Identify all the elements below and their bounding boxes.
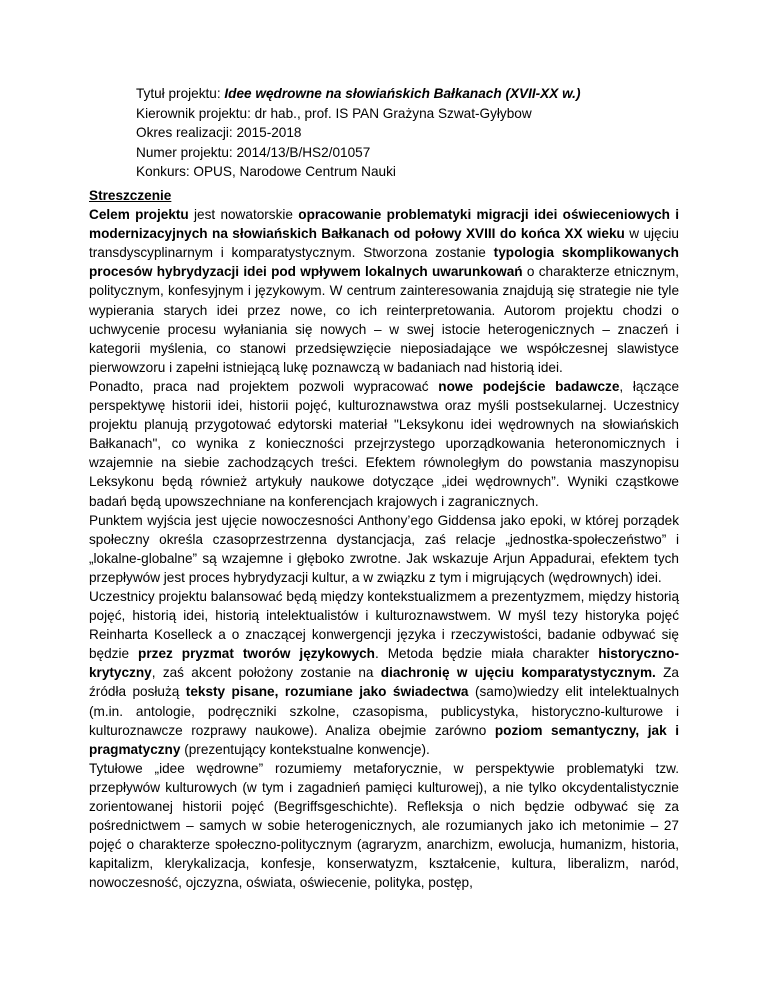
- project-contest: Konkurs: OPUS, Narodowe Centrum Nauki: [136, 164, 396, 179]
- project-manager: Kierownik projektu: dr hab., prof. IS PAN Grażyna Szwat-Gyłybow: [136, 105, 532, 121]
- text-run: Punktem wyjścia jest ujęcie nowoczesności Anthony’ego Giddensa jako epoki, w której porządek społeczny określa czasoprzestrzenna dystancjacja, zaś relacje „jednostka-społeczeństwo” i „lokalne-globalne” są wzajemne i głęboko zwrotne. Jak wskazuje Arjun Appadurai, efektem tych przepływów jest proces hybrydyzacji kultur, a w związku z tym i migrujących (wędrownych) idei.: [89, 512, 679, 585]
- project-number: Numer projektu: 2014/13/B/HS2/01057: [136, 144, 371, 160]
- bold-text: historyczno-krytyczny: [89, 646, 679, 681]
- summary-paragraph: [89, 205, 679, 377]
- text-run: w ujęciu transdyscyplinarnym i komparatystycznym. Stworzona zostanie: [89, 226, 679, 261]
- bold-text: diachronię w ujęciu komparatystycznym.: [380, 665, 656, 681]
- bold-text: przez pryzmat tworów językowych: [138, 646, 375, 662]
- project-period: Okres realizacji: 2015-2018: [136, 125, 302, 140]
- bold-text: poziom semantyczny, jak i pragmatyczny: [89, 722, 679, 757]
- summary-section: [89, 186, 679, 892]
- bold-text: opracowanie problematyki migracji idei oświeceniowych i modernizacyjnych na słowiańskich Bałkanach od połowy XVIII do końca XX wieku: [89, 207, 679, 242]
- summary-paragraph: [89, 377, 679, 511]
- bold-text: nowe podejście badawcze: [438, 378, 620, 394]
- summary-paragraph: [89, 759, 679, 893]
- summary-paragraph: [89, 511, 679, 587]
- text-run: . Metoda będzie miała charakter: [374, 646, 599, 662]
- text-run: , zaś akcent położony zostanie na: [151, 665, 381, 681]
- text-run: Ponadto, praca nad projektem pozwoli wypracować: [89, 378, 439, 394]
- bold-text: teksty pisane, rozumiane jako świadectwa: [185, 684, 469, 700]
- text-run: jest nowatorskie: [188, 207, 299, 223]
- project-title-label: Tytuł projektu:: [136, 86, 225, 101]
- text-run: Tytułowe „idee wędrowne” rozumiemy metaforycznie, w perspektywie problematyki tzw. przepływów kulturowych (w tym i zagadnień pamięci kulturowej), a nie tylko okcydentalistycznie zorientowanej historii pojęć (Begriffsgeschichte). Refleksja o nich będzie odbywać się za pośrednictwem – samych w sobie heterogenicznych, ale rozumianych jako ich metonimie – 27 pojęć o charakterze społeczno-politycznym (agraryzm, anarchizm, ewolucja, humanizm, historia, kapitalizm, klerykalizacja, konfesje, konserwatyzm, kształcenie, kultura, liberalizm, naród, nowoczesność, ojczyzna, oświata, oświecenie, polityka, postęp,: [89, 760, 679, 891]
- project-title-row: [136, 84, 580, 104]
- summary-paragraph: [89, 587, 679, 759]
- text-run: (samo)wiedzy elit intelektualnych (m.in. antologie, podręczniki szkolne, czasopisma, publicystyka, historyczno-kulturowe i kulturoznawcze rozprawy naukowe). Analiza obejmie zarówno: [89, 684, 680, 738]
- bold-text: typologia skomplikowanych procesów hybrydyzacji idei pod wpływem lokalnych uwarunkowań: [89, 245, 679, 280]
- project-info: [136, 84, 580, 182]
- bold-text: Celem projektu: [89, 207, 189, 223]
- text-run: , łączące perspektywę historii idei, historii pojęć, kulturoznawstwa oraz myśli postsekularnej. Uczestnicy projektu planują przygotować edytorski materiał "Leksykonu idei wędrownych na słowiańskich Bałkanach", co wynika z konieczności przejrzystego uporządkowania heteronomicznych i wzajemnie na siebie zachodzących treści. Efektem równoległym do powstania maszynopisu Leksykonu będą również artykuły naukowe dotyczące „idei wędrownych”. Wyniki cząstkowe badań będą upowszechniane na konferencjach krajowych i zagranicznych.: [89, 378, 679, 509]
- text-run: o charakterze etnicznym, politycznym, konfesyjnym i językowym. W centrum zainteresowania znajdują się strategie nie tyle wypierania starych idei przez nowe, co ich reinterpretowania. Autorom projektu chodzi o uchwycenie procesu wyłaniania się nowych – w swej istocie heterogenicznych – znaczeń i kategorii myślenia, co stanowi przedsięwzięcie nieposiadające we współczesnej slawistyce pierwowzoru i zapełni istniejącą lukę poznawczą w badaniach nad historią idei.: [89, 264, 679, 375]
- text-run: Za źródła posłużą: [89, 665, 679, 700]
- project-title: Idee wędrowne na słowiańskich Bałkanach (XVII-XX w.): [224, 86, 581, 101]
- summary-heading: Streszczenie: [89, 188, 172, 203]
- text-run: (prezentujący kontekstualne konwencje).: [180, 741, 430, 757]
- text-run: Uczestnicy projektu balansować będą między kontekstualizmem a prezentyzmem, między historią pojęć, historią idei, historią intelektualistów i kulturoznawstwem. W myśl tezy historyka pojęć Reinharta Koselleck a o znaczącej konwergencji języka i rzeczywistości, badanie odbywać się będzie: [89, 588, 679, 662]
